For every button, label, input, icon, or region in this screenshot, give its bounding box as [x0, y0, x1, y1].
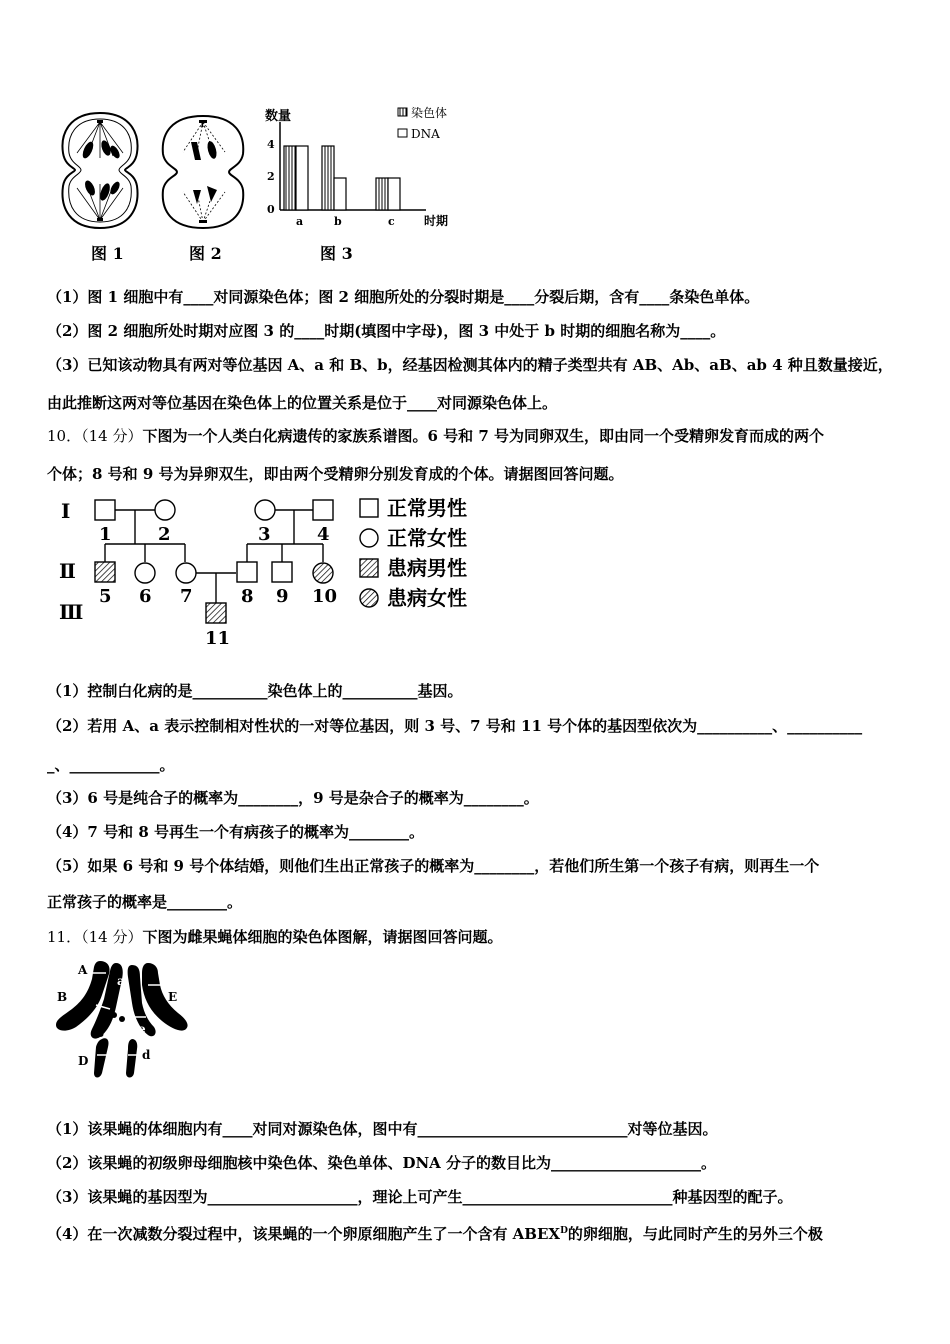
figure-3-caption: 图 3 [320, 244, 353, 263]
gene-label-D: D [78, 1054, 89, 1068]
gene-label-a: a [117, 974, 125, 988]
q11-part1: （1）该果蝇的体细胞内有____对同对源染色体，图中有____________________________对等位基因。 [47, 1120, 718, 1138]
legend-normal-female: 正常女性 [387, 526, 467, 550]
q10-part3: （3）6 号是纯合子的概率为________，9 号是杂合子的概率为________。 [47, 789, 539, 807]
figure-3-bar-chart [258, 100, 458, 235]
fruit-fly-chromosome-diagram [50, 955, 195, 1085]
q11-stem-text: 下图为雌果蝇体细胞的染色体图解，请据图回答问题。 [142, 928, 503, 946]
label-4: 4 [317, 524, 330, 545]
label-9: 9 [276, 586, 289, 607]
legend-swatch-dna [398, 129, 407, 137]
q10-part2-line1: （2）若用 A、a 表示控制相对性状的一对等位基因，则 3 号、7 号和 11 号个体的基因型依次为__________、__________ [47, 717, 863, 735]
q11-part3: （3）该果蝇的基因型为____________________，理论上可产生____________________________种基因型的配子。 [47, 1188, 793, 1206]
individual-5 [95, 562, 115, 582]
q9-part1: （1）图 1 细胞中有____对同源染色体；图 2 细胞所处的分裂时期是____分裂后期，含有____条染色单体。 [47, 288, 760, 306]
legend-swatch-chromosome [398, 108, 407, 116]
label-5: 5 [99, 586, 112, 607]
x-tick-b: b [334, 215, 342, 228]
q11-part4 [47, 1221, 823, 1244]
q9-part3-line1: （3）已知该动物具有两对等位基因 A、a 和 B、b，经基因检测其体内的精子类型共有 AB、Ab、aB、ab 4 种且数量接近， [47, 356, 893, 374]
bar-chromosome-c [376, 178, 388, 210]
generation-III: Ⅲ [59, 600, 84, 624]
q11-stem [47, 927, 502, 947]
gene-label-A: A [78, 963, 88, 977]
gene-label-e: e [138, 1022, 146, 1036]
individual-2 [155, 500, 175, 520]
q10-number: 10．（14 分） [47, 427, 143, 445]
label-7: 7 [180, 586, 193, 607]
legend-affected-male: 患病男性 [387, 556, 467, 580]
label-11: 11 [205, 628, 231, 649]
legend-normal-male: 正常男性 [387, 496, 467, 520]
y-tick-0: 0 [267, 203, 275, 216]
q10-part2-line2: _、____________。 [47, 756, 175, 774]
q9-part3-line2: 由此推断这两对等位基因在染色体上的位置关系是位于____对同源染色体上。 [47, 394, 558, 412]
individual-6 [135, 563, 155, 583]
x-tick-c: c [388, 215, 395, 228]
q10-part5-line1: （5）如果 6 号和 9 号个体结婚，则他们生出正常孩子的概率为________，若他们所生第一个孩子有病，则再生一个 [47, 857, 820, 875]
generation-I: Ⅰ [61, 499, 71, 523]
q10-part4: （4）7 号和 8 号再生一个有病孩子的概率为________。 [47, 823, 424, 841]
q11-number: 11．（14 分） [47, 928, 143, 946]
gene-label-E: E [168, 990, 178, 1004]
bar-chromosome-b [322, 146, 334, 210]
figure-2-caption: 图 2 [189, 244, 222, 263]
bar-dna-c [388, 178, 400, 210]
figure-1-cell [55, 108, 145, 233]
y-tick-4: 4 [267, 138, 275, 151]
individual-11 [206, 603, 226, 623]
label-2: 2 [158, 524, 171, 545]
gene-label-B-left: B [57, 990, 68, 1004]
legend-chromosome: 染色体 [411, 106, 448, 120]
individual-9 [272, 562, 292, 582]
individual-1 [95, 500, 115, 520]
legend-dna: DNA [411, 127, 440, 141]
legend-normal-female-symbol [360, 529, 378, 547]
gene-label-d: d [142, 1048, 151, 1062]
y-tick-2: 2 [267, 170, 275, 183]
label-10: 10 [312, 586, 338, 607]
figure-2-cell [157, 112, 249, 232]
gene-label-B-center: B [94, 1026, 105, 1040]
legend-affected-female: 患病女性 [387, 586, 467, 610]
individual-3 [255, 500, 275, 520]
q10-part1: （1）控制白化病的是__________染色体上的__________基因。 [47, 682, 463, 700]
x-tick-a: a [296, 215, 304, 228]
pedigree-chart [55, 492, 475, 650]
individual-10 [313, 563, 333, 583]
q11-part4-superscript: D [560, 1226, 568, 1236]
bar-dna-b [334, 178, 346, 210]
legend-affected-female-symbol [360, 589, 378, 607]
q11-part4-text-pre: （4）在一次减数分裂过程中，该果蝇的一个卵原细胞产生了一个含有 ABEX [47, 1225, 561, 1243]
generation-II: Ⅱ [59, 559, 76, 583]
label-3: 3 [258, 524, 271, 545]
legend-normal-male-symbol [360, 499, 378, 517]
label-6: 6 [139, 586, 152, 607]
q9-part2: （2）图 2 细胞所处时期对应图 3 的____时期(填图中字母)，图 3 中处于 b 时期的细胞名称为____。 [47, 322, 726, 340]
q11-part2: （2）该果蝇的初级卵母细胞核中染色体、染色单体、DNA 分子的数目比为____________________。 [47, 1154, 717, 1172]
q10-stem-text: 下图为一个人类白化病遗传的家族系谱图。6 号和 7 号为同卵双生，即由同一个受精卵发育而成的两个 [142, 427, 824, 445]
label-1: 1 [99, 524, 112, 545]
individual-7 [176, 563, 196, 583]
q10-stem-line1 [47, 426, 824, 446]
svg-text:T: T [199, 120, 206, 130]
figure-1-caption: 图 1 [91, 244, 124, 263]
q10-stem-line2: 个体；8 号和 9 号为异卵双生，即由两个受精卵分别发育成的个体。请据图回答问题。 [47, 465, 624, 483]
bar-chromosome-a [284, 146, 296, 210]
y-axis-label: 数量 [265, 109, 292, 124]
individual-4 [313, 500, 333, 520]
individual-8 [237, 562, 257, 582]
bar-dna-a [296, 146, 308, 210]
q11-part4-text-post: 的卵细胞，与此同时产生的另外三个极 [567, 1225, 823, 1243]
x-axis-label: 时期 [424, 214, 449, 228]
legend-affected-male-symbol [360, 559, 378, 577]
q10-part5-line2: 正常孩子的概率是________。 [47, 893, 243, 911]
label-8: 8 [241, 586, 254, 607]
